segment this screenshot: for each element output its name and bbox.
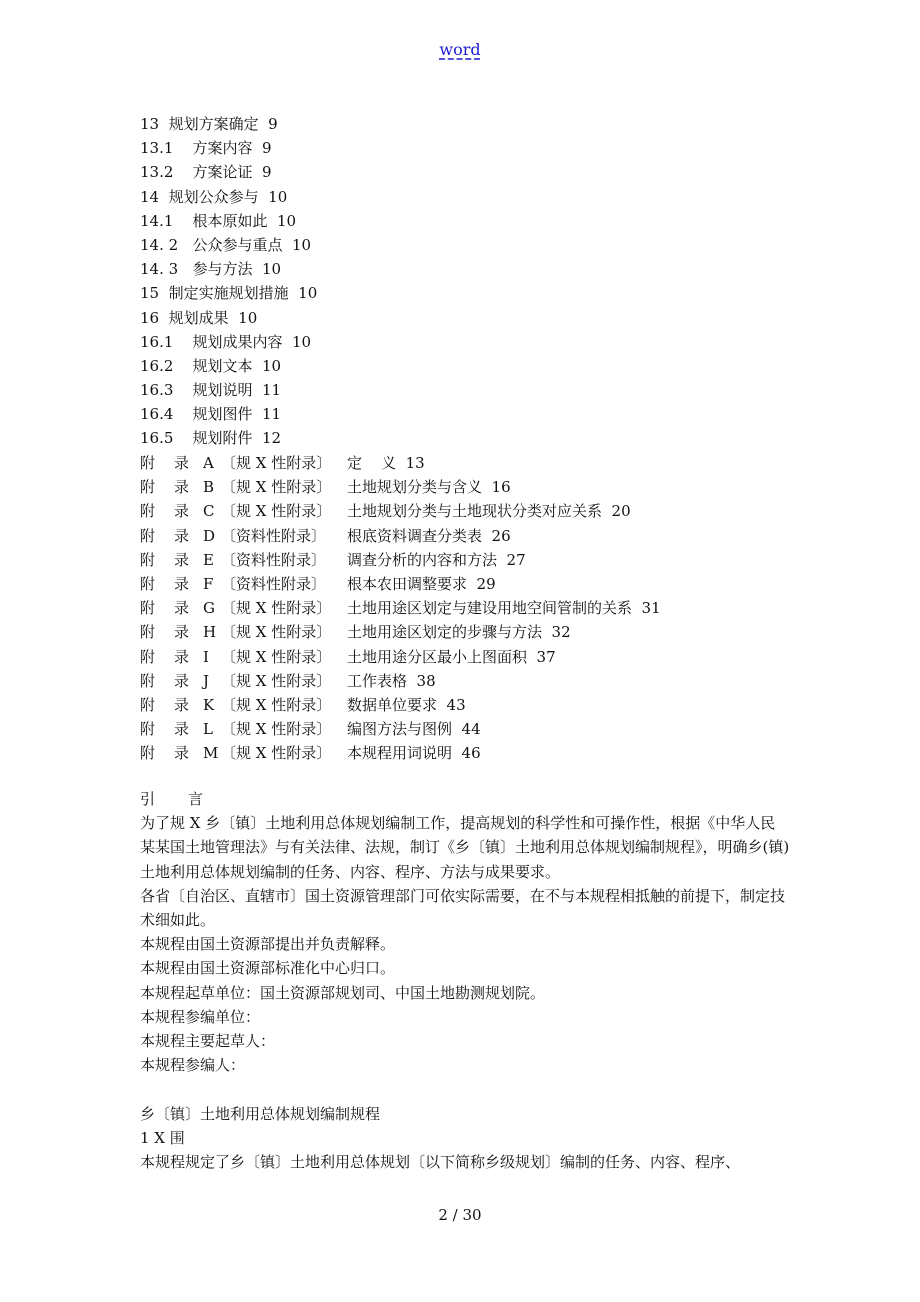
toc-entry[interactable]: 16.1 规划成果内容 10	[140, 332, 312, 351]
appendix-letter: D	[203, 526, 216, 545]
toc-entry[interactable]: 16.5 规划附件 12	[140, 429, 282, 448]
appendix-entry[interactable]	[140, 741, 661, 765]
appendix-title: 调查分析的内容和方法 27	[347, 550, 526, 569]
toc-entry[interactable]: 14. 3 参与方法 10	[140, 260, 282, 279]
appendix-label-a: 附	[140, 671, 156, 690]
intro-paragraph: 本规程起草单位：国土资源部规划司、中国土地勘测规划院。	[140, 983, 546, 1002]
appendix-letter: C	[203, 502, 215, 521]
appendix-entry[interactable]	[140, 451, 661, 475]
appendix-entry[interactable]	[140, 693, 661, 717]
appendix-letter: A	[203, 454, 214, 472]
appendix-entry[interactable]	[140, 596, 661, 620]
toc-entry[interactable]: 16 规划成果 10	[140, 308, 258, 327]
header-link[interactable]: word	[439, 40, 481, 59]
toc-entry[interactable]: 16.4 规划图件 11	[140, 405, 282, 424]
toc-entry[interactable]: 13 规划方案确定 9	[140, 115, 278, 133]
appendix-type: 〔规 X 性附录〕	[221, 647, 332, 666]
intro-paragraph: 本规程参编人：	[140, 1056, 246, 1075]
appendix-label-b: 录	[174, 502, 190, 521]
appendix-title: 数据单位要求 43	[347, 695, 466, 714]
appendix-letter: M	[203, 744, 219, 763]
appendix-type: 〔规 X 性附录〕	[221, 695, 332, 714]
appendix-label-a: 附	[140, 647, 156, 666]
page-header	[0, 40, 920, 59]
appendix-type: 〔规 X 性附录〕	[221, 720, 332, 739]
appendix-title: 定 义 13	[347, 454, 425, 472]
appendix-label-b: 录	[174, 720, 190, 739]
appendix-type: 〔规 X 性附录〕	[221, 671, 332, 690]
appendix-list	[140, 451, 661, 765]
toc-entry[interactable]: 16.3 规划说明 11	[140, 381, 282, 400]
appendix-label-b: 录	[174, 647, 190, 666]
appendix-label-a: 附	[140, 550, 156, 569]
appendix-letter: H	[203, 623, 217, 642]
appendix-title: 编图方法与图例 44	[347, 720, 481, 739]
toc-entry[interactable]: 13.2 方案论证 9	[140, 163, 272, 182]
appendix-entry[interactable]	[140, 717, 661, 741]
toc-entry[interactable]: 14. 2 公众参与重点 10	[140, 235, 312, 254]
appendix-letter: F	[203, 574, 214, 593]
appendix-title: 根本农田调整要求 29	[347, 574, 496, 593]
toc-entry[interactable]: 15 制定实施规划措施 10	[140, 284, 318, 303]
appendix-type: 〔资料性附录〕	[221, 526, 327, 545]
appendix-type: 〔规 X 性附录〕	[221, 744, 332, 763]
appendix-title: 土地规划分类与土地现状分类对应关系 20	[347, 502, 631, 521]
appendix-letter: I	[203, 647, 209, 666]
document-title: 乡〔镇〕土地利用总体规划编制规程	[140, 1104, 381, 1123]
appendix-letter: B	[203, 478, 215, 497]
appendix-label-b: 录	[174, 623, 190, 642]
appendix-title: 本规程用词说明 46	[347, 744, 481, 763]
appendix-entry[interactable]	[140, 548, 661, 572]
appendix-letter: E	[203, 550, 214, 569]
appendix-entry[interactable]	[140, 620, 661, 644]
appendix-entry[interactable]	[140, 524, 661, 548]
appendix-label-a: 附	[140, 574, 156, 593]
toc-entry[interactable]: 16.2 规划文本 10	[140, 356, 282, 375]
appendix-type: 〔规 X 性附录〕	[221, 478, 332, 497]
appendix-type: 〔资料性附录〕	[221, 574, 327, 593]
intro-paragraph: 各省〔自治区、直辖市〕国土资源管理部门可依实际需要，在不与本规程相抵触的前提下，制定技术细如此。	[140, 886, 786, 930]
appendix-label-a: 附	[140, 478, 156, 497]
appendix-type: 〔规 X 性附录〕	[221, 599, 332, 618]
appendix-title: 土地用途区划定的步骤与方法 32	[347, 623, 571, 642]
appendix-label-a: 附	[140, 502, 156, 521]
intro-paragraph: 本规程主要起草人：	[140, 1032, 276, 1051]
appendix-letter: G	[203, 599, 215, 618]
appendix-label-a: 附	[140, 695, 156, 714]
appendix-title: 土地用途区划定与建设用地空间管制的关系 31	[347, 599, 661, 618]
appendix-entry[interactable]	[140, 572, 661, 596]
section-heading: 1 X 围	[140, 1128, 185, 1147]
appendix-label-a: 附	[140, 599, 156, 618]
appendix-letter: J	[203, 671, 210, 690]
appendix-label-a: 附	[140, 720, 156, 739]
appendix-label-a: 附	[140, 744, 156, 763]
intro-paragraph: 本规程参编单位：	[140, 1007, 261, 1026]
appendix-entry[interactable]	[140, 499, 661, 523]
appendix-label-b: 录	[174, 695, 190, 714]
appendix-label-b: 录	[174, 744, 190, 763]
appendix-type: 〔规 X 性附录〕	[221, 454, 332, 472]
intro-heading	[140, 787, 790, 811]
toc-entry[interactable]: 14 规划公众参与 10	[140, 187, 288, 206]
appendix-label-a: 附	[140, 623, 156, 642]
appendix-entry[interactable]	[140, 645, 661, 669]
toc-entry[interactable]: 14.1 根本原如此 10	[140, 211, 297, 230]
appendix-letter: L	[203, 720, 213, 739]
appendix-label-b: 录	[174, 526, 190, 545]
appendix-title: 土地用途分区最小上图面积 37	[347, 647, 556, 666]
intro-paragraph: 本规程由国土资源部标准化中心归口。	[140, 959, 396, 978]
appendix-label-b: 录	[174, 478, 190, 497]
appendix-entry[interactable]	[140, 669, 661, 693]
appendix-label-a: 附	[140, 526, 156, 545]
intro-heading-a: 引	[140, 790, 156, 808]
page-number: 2 / 30	[438, 1206, 482, 1224]
toc-entry[interactable]: 13.1 方案内容 9	[140, 139, 272, 158]
appendix-title: 根底资料调查分类表 26	[347, 526, 511, 545]
appendix-title: 工作表格 38	[347, 671, 436, 690]
appendix-label-b: 录	[174, 550, 190, 569]
appendix-type: 〔规 X 性附录〕	[221, 623, 332, 642]
appendix-type: 〔资料性附录〕	[221, 550, 327, 569]
appendix-entry[interactable]	[140, 475, 661, 499]
appendix-label-a: 附	[140, 454, 156, 472]
intro-paragraph: 本规程由国土资源部提出并负责解释。	[140, 935, 396, 954]
appendix-label-b: 录	[174, 599, 190, 618]
document-body	[140, 787, 790, 1174]
appendix-label-b: 录	[174, 574, 190, 593]
appendix-type: 〔规 X 性附录〕	[221, 502, 332, 521]
appendix-label-b: 录	[174, 671, 190, 690]
appendix-letter: K	[203, 695, 215, 714]
appendix-title: 土地规划分类与含义 16	[347, 478, 511, 497]
intro-paragraph: 为了规 X 乡〔镇〕土地利用总体规划编制工作，提高规划的科学性和可操作性，根据《中华人民某某国土地管理法》与有关法律、法规，制订《乡〔镇〕土地利用总体规划编制规程》，明确乡(镇)土地利用总体规划编制的任务、内容、程序、方法与成果要求。	[140, 814, 790, 881]
appendix-label-b: 录	[174, 454, 190, 472]
section-paragraph: 本规程规定了乡〔镇〕土地利用总体规划〔以下简称乡级规划〕编制的任务、内容、程序、	[140, 1153, 741, 1172]
intro-heading-b: 言	[188, 790, 204, 808]
table-of-contents	[140, 112, 317, 451]
